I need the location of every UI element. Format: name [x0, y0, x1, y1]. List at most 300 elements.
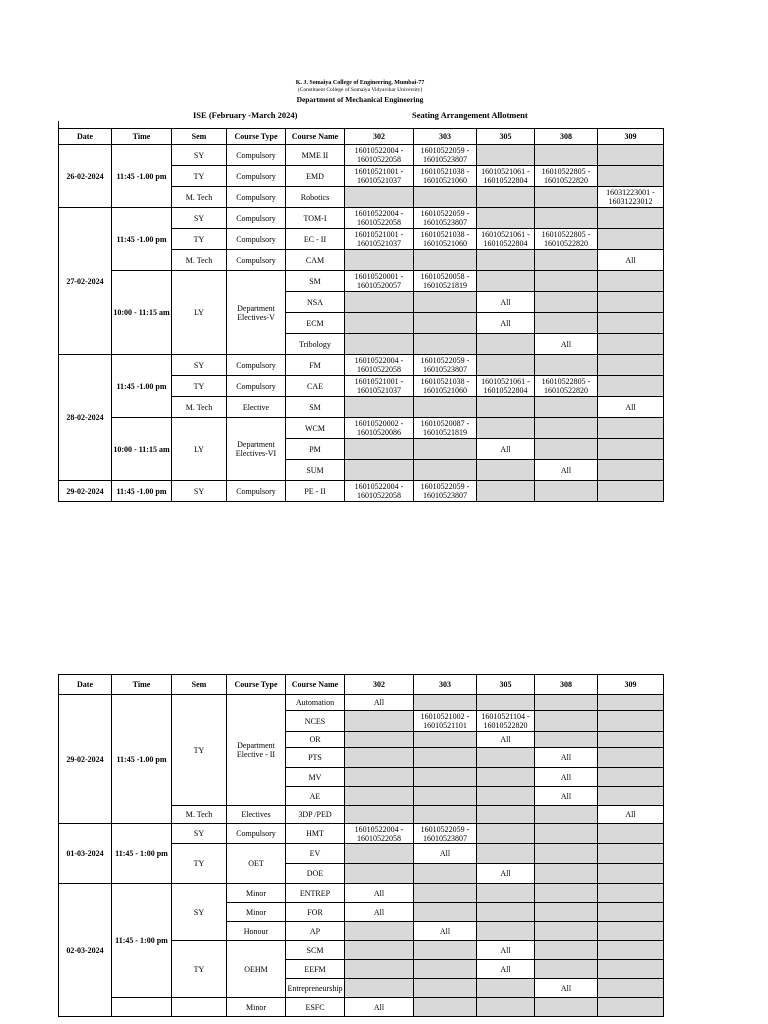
room-309-cell	[598, 941, 664, 960]
room-302-cell: 16010522004 - 16010522058	[345, 145, 414, 166]
time-cell: 11:45 -1.00 pm	[112, 355, 172, 418]
room-309-cell	[598, 313, 664, 334]
date-cell: 27-02-2024	[59, 208, 112, 355]
course-name-cell: Robotics	[286, 187, 345, 208]
room-303-cell	[414, 864, 477, 884]
room-305-cell	[477, 145, 535, 166]
room-302-cell	[345, 439, 414, 460]
room-302-cell	[345, 768, 414, 787]
room-303-cell: 16010521002 - 16010521101	[414, 711, 477, 732]
sem-cell: TY	[172, 166, 227, 187]
col-header: Sem	[172, 675, 227, 695]
course-type-cell: OEHM	[227, 941, 286, 998]
time-cell: 10:00 - 11:15 am	[112, 418, 172, 481]
room-302-cell	[345, 748, 414, 768]
room-302-cell	[345, 460, 414, 481]
room-302-cell	[345, 941, 414, 960]
course-type-cell: Compulsory	[227, 824, 286, 844]
room-308-cell	[535, 292, 598, 313]
room-303-cell: 16010521038 - 16010521060	[414, 229, 477, 250]
course-name-cell: SM	[286, 271, 345, 292]
date-cell: 26-02-2024	[59, 145, 112, 208]
room-303-cell	[414, 397, 477, 418]
room-302-cell: All	[345, 998, 414, 1017]
course-name-cell: ENTREP	[286, 884, 345, 903]
course-type-cell: Minor	[227, 884, 286, 903]
room-309-cell	[598, 145, 664, 166]
room-305-cell	[477, 695, 535, 711]
room-305-cell	[477, 748, 535, 768]
seating-table-2	[58, 674, 664, 1017]
room-302-cell: 16010522004 - 16010522058	[345, 481, 414, 502]
room-305-cell	[477, 998, 535, 1017]
course-type-cell: Compulsory	[227, 250, 286, 271]
room-305-cell	[477, 806, 535, 824]
room-302-cell	[345, 806, 414, 824]
course-name-cell: CAM	[286, 250, 345, 271]
course-name-cell: SUM	[286, 460, 345, 481]
table-header-row	[59, 675, 664, 695]
room-305-cell	[477, 768, 535, 787]
room-305-cell: All	[477, 732, 535, 748]
date-cell: 29-02-2024	[59, 481, 112, 502]
room-309-cell	[598, 787, 664, 806]
course-type-cell: Compulsory	[227, 166, 286, 187]
course-type-cell: Department Electives-V	[227, 271, 286, 355]
sem-cell: TY	[172, 844, 227, 884]
course-name-cell: AE	[286, 787, 345, 806]
col-header: Sem	[172, 129, 227, 145]
course-type-cell: Compulsory	[227, 145, 286, 166]
room-305-cell: All	[477, 313, 535, 334]
course-type-cell: Electives	[227, 806, 286, 824]
sem-cell: TY	[172, 376, 227, 397]
room-302-cell: 16010522004 - 16010522058	[345, 824, 414, 844]
room-303-cell	[414, 732, 477, 748]
room-308-cell	[535, 960, 598, 979]
room-302-cell: All	[345, 695, 414, 711]
room-302-cell	[345, 187, 414, 208]
course-name-cell: TOM-I	[286, 208, 345, 229]
room-303-cell: 16010522059 - 16010523807	[414, 481, 477, 502]
room-302-cell: All	[345, 903, 414, 922]
room-303-cell	[414, 979, 477, 998]
table-row	[59, 998, 664, 1017]
sem-cell: M. Tech	[172, 250, 227, 271]
course-type-cell: Compulsory	[227, 208, 286, 229]
course-name-cell: NCES	[286, 711, 345, 732]
course-name-cell: Tribology	[286, 334, 345, 355]
room-309-cell	[598, 884, 664, 903]
room-302-cell: 16010521001 - 16010521037	[345, 229, 414, 250]
course-name-cell: 3DP /PED	[286, 806, 345, 824]
sheet-title: Seating Arrangement Allotment	[412, 110, 528, 120]
sem-cell: SY	[172, 824, 227, 844]
sem-cell: SY	[172, 208, 227, 229]
sem-cell: SY	[172, 884, 227, 941]
col-header: Course Type	[227, 129, 286, 145]
course-type-cell: Compulsory	[227, 187, 286, 208]
room-302-cell	[345, 960, 414, 979]
room-303-cell: 16010521038 - 16010521060	[414, 166, 477, 187]
room-308-cell	[535, 903, 598, 922]
col-header: 309	[598, 675, 664, 695]
room-302-cell: 16010522004 - 16010522058	[345, 355, 414, 376]
room-303-cell	[414, 313, 477, 334]
table-row	[59, 824, 664, 844]
room-309-cell: All	[598, 806, 664, 824]
room-308-cell: 16010522805 - 16010522820	[535, 229, 598, 250]
room-305-cell: All	[477, 439, 535, 460]
room-303-cell	[414, 806, 477, 824]
course-name-cell: HMT	[286, 824, 345, 844]
course-name-cell: ECM	[286, 313, 345, 334]
course-type-cell: Honour	[227, 922, 286, 941]
room-309-cell	[598, 355, 664, 376]
sem-cell: M. Tech	[172, 397, 227, 418]
sem-cell: SY	[172, 355, 227, 376]
col-header: Time	[112, 675, 172, 695]
college-name: K. J. Somaiya College of Engineering, Mumbai-77	[295, 80, 425, 86]
room-308-cell	[535, 884, 598, 903]
room-308-cell	[535, 922, 598, 941]
room-308-cell	[535, 313, 598, 334]
room-305-cell	[477, 271, 535, 292]
room-303-cell: 16010520087 - 16010521819	[414, 418, 477, 439]
room-309-cell	[598, 711, 664, 732]
room-305-cell	[477, 844, 535, 864]
sem-cell: LY	[172, 418, 227, 481]
room-303-cell	[414, 787, 477, 806]
col-header: Time	[112, 129, 172, 145]
room-308-cell	[535, 397, 598, 418]
course-name-cell: EEFM	[286, 960, 345, 979]
room-308-cell	[535, 998, 598, 1017]
room-309-cell	[598, 844, 664, 864]
room-309-cell	[598, 768, 664, 787]
course-name-cell: WCM	[286, 418, 345, 439]
course-name-cell: PM	[286, 439, 345, 460]
room-302-cell	[345, 844, 414, 864]
exam-title: ISE (February -March 2024)	[193, 110, 298, 120]
time-cell: 11:45 - 1:00 pm	[112, 884, 172, 998]
room-303-cell: 16010522059 - 16010523807	[414, 145, 477, 166]
room-303-cell	[414, 187, 477, 208]
room-303-cell	[414, 250, 477, 271]
room-305-cell	[477, 903, 535, 922]
room-309-cell	[598, 979, 664, 998]
room-302-cell: 16010521001 - 16010521037	[345, 166, 414, 187]
col-header: Course Type	[227, 675, 286, 695]
room-308-cell	[535, 695, 598, 711]
room-305-cell	[477, 250, 535, 271]
room-305-cell	[477, 397, 535, 418]
room-309-cell	[598, 376, 664, 397]
date-cell: 28-02-2024	[59, 355, 112, 481]
room-305-cell	[477, 787, 535, 806]
room-302-cell	[345, 397, 414, 418]
room-303-cell	[414, 903, 477, 922]
room-308-cell: All	[535, 460, 598, 481]
sem-cell: TY	[172, 941, 227, 998]
table-row	[59, 271, 664, 292]
room-308-cell	[535, 481, 598, 502]
department-name: Department of Mechanical Engineering	[296, 95, 424, 104]
room-305-cell	[477, 824, 535, 844]
room-308-cell	[535, 145, 598, 166]
room-308-cell	[535, 732, 598, 748]
course-name-cell: NSA	[286, 292, 345, 313]
room-305-cell: 16010521104 - 16010522820	[477, 711, 535, 732]
time-cell: 11:45 -1.00 pm	[112, 145, 172, 208]
time-cell: 11:45 -1.00 pm	[112, 695, 172, 824]
constituent-note: (Constituent College of Somaiya Vidyavihar University)	[297, 87, 423, 93]
room-305-cell	[477, 187, 535, 208]
room-303-cell	[414, 941, 477, 960]
room-309-cell	[598, 334, 664, 355]
sem-cell: SY	[172, 481, 227, 502]
date-cell: 02-03-2024	[59, 884, 112, 1017]
col-header: Date	[59, 129, 112, 145]
room-309-cell	[598, 481, 664, 502]
room-303-cell	[414, 748, 477, 768]
date-cell: 29-02-2024	[59, 695, 112, 824]
col-header: 305	[477, 675, 535, 695]
room-308-cell	[535, 271, 598, 292]
room-309-cell	[598, 292, 664, 313]
room-309-cell	[598, 922, 664, 941]
room-305-cell	[477, 355, 535, 376]
room-308-cell: All	[535, 787, 598, 806]
room-308-cell: All	[535, 768, 598, 787]
col-header: 308	[535, 129, 598, 145]
table-row	[59, 884, 664, 903]
time-cell: 11:45 - 1:00 pm	[112, 824, 172, 884]
time-cell: 11:45 -1.00 pm	[112, 481, 172, 502]
sem-cell: LY	[172, 271, 227, 355]
room-305-cell: 16010521061 - 16010522804	[477, 229, 535, 250]
col-header: 303	[414, 675, 477, 695]
room-308-cell	[535, 355, 598, 376]
room-302-cell: 16010521001 - 16010521037	[345, 376, 414, 397]
room-309-cell	[598, 229, 664, 250]
room-305-cell: 16010521061 - 16010522804	[477, 166, 535, 187]
room-308-cell	[535, 941, 598, 960]
course-name-cell: Entrepreneurship	[286, 979, 345, 998]
room-309-cell: 16031223001 - 16031223012	[598, 187, 664, 208]
room-302-cell	[345, 711, 414, 732]
room-309-cell	[598, 695, 664, 711]
course-type-cell: Compulsory	[227, 376, 286, 397]
room-302-cell: All	[345, 884, 414, 903]
col-header: Course Name	[286, 129, 345, 145]
table-row	[59, 208, 664, 229]
col-header: Course Name	[286, 675, 345, 695]
room-302-cell	[345, 334, 414, 355]
room-302-cell	[345, 922, 414, 941]
sem-cell: M. Tech	[172, 187, 227, 208]
room-305-cell: All	[477, 941, 535, 960]
col-header: 309	[598, 129, 664, 145]
col-header: 303	[414, 129, 477, 145]
room-305-cell	[477, 418, 535, 439]
room-303-cell: All	[414, 922, 477, 941]
room-305-cell: All	[477, 292, 535, 313]
course-name-cell: OR	[286, 732, 345, 748]
sem-cell: TY	[172, 229, 227, 250]
room-302-cell	[345, 250, 414, 271]
time-cell	[112, 998, 172, 1017]
sem-cell: M. Tech	[172, 806, 227, 824]
course-name-cell: ESFC	[286, 998, 345, 1017]
room-308-cell	[535, 806, 598, 824]
table-row	[59, 481, 664, 502]
course-name-cell: FOR	[286, 903, 345, 922]
room-308-cell: All	[535, 979, 598, 998]
room-302-cell	[345, 979, 414, 998]
table-row	[59, 145, 664, 166]
table-row	[59, 418, 664, 439]
col-header: 302	[345, 675, 414, 695]
course-name-cell: CAE	[286, 376, 345, 397]
seating-table-1	[58, 128, 664, 502]
col-header: Date	[59, 675, 112, 695]
room-302-cell	[345, 732, 414, 748]
room-308-cell	[535, 250, 598, 271]
room-303-cell	[414, 334, 477, 355]
sem-cell: SY	[172, 145, 227, 166]
room-309-cell	[598, 208, 664, 229]
room-308-cell	[535, 439, 598, 460]
room-305-cell	[477, 922, 535, 941]
room-305-cell	[477, 460, 535, 481]
room-309-cell	[598, 903, 664, 922]
room-305-cell: All	[477, 960, 535, 979]
sem-cell: TY	[172, 695, 227, 806]
sem-cell	[172, 998, 227, 1017]
course-name-cell: MV	[286, 768, 345, 787]
room-305-cell	[477, 481, 535, 502]
course-name-cell: EMD	[286, 166, 345, 187]
room-303-cell: 16010520058 - 16010521819	[414, 271, 477, 292]
room-303-cell	[414, 960, 477, 979]
room-309-cell	[598, 460, 664, 481]
course-type-cell: Compulsory	[227, 481, 286, 502]
room-309-cell	[598, 732, 664, 748]
room-305-cell	[477, 334, 535, 355]
course-name-cell: DOE	[286, 864, 345, 884]
room-309-cell	[598, 864, 664, 884]
col-header: 302	[345, 129, 414, 145]
room-305-cell: 16010521061 - 16010522804	[477, 376, 535, 397]
course-name-cell: SM	[286, 397, 345, 418]
room-303-cell	[414, 439, 477, 460]
course-name-cell: FM	[286, 355, 345, 376]
room-308-cell	[535, 187, 598, 208]
room-303-cell: 16010522059 - 16010523807	[414, 208, 477, 229]
time-cell: 11:45 -1.00 pm	[112, 208, 172, 271]
course-name-cell: SCM	[286, 941, 345, 960]
room-303-cell	[414, 292, 477, 313]
room-309-cell: All	[598, 397, 664, 418]
course-name-cell: EV	[286, 844, 345, 864]
room-303-cell	[414, 884, 477, 903]
course-name-cell: EC - II	[286, 229, 345, 250]
room-303-cell	[414, 998, 477, 1017]
course-type-cell: Department Elective - II	[227, 695, 286, 806]
course-name-cell: PE - II	[286, 481, 345, 502]
room-303-cell	[414, 768, 477, 787]
room-302-cell: 16010522004 - 16010522058	[345, 208, 414, 229]
table-row	[59, 355, 664, 376]
course-type-cell: Department Electives-VI	[227, 418, 286, 481]
course-type-cell: Minor	[227, 998, 286, 1017]
course-name-cell: AP	[286, 922, 345, 941]
room-309-cell	[598, 271, 664, 292]
room-309-cell	[598, 960, 664, 979]
room-308-cell: 16010522805 - 16010522820	[535, 166, 598, 187]
course-type-cell: OET	[227, 844, 286, 884]
room-309-cell: All	[598, 250, 664, 271]
room-308-cell	[535, 208, 598, 229]
room-309-cell	[598, 418, 664, 439]
course-type-cell: Minor	[227, 903, 286, 922]
course-name-cell: PTS	[286, 748, 345, 768]
course-type-cell: Elective	[227, 397, 286, 418]
course-name-cell: MME II	[286, 145, 345, 166]
room-302-cell	[345, 864, 414, 884]
course-type-cell: Compulsory	[227, 355, 286, 376]
room-309-cell	[598, 998, 664, 1017]
room-309-cell	[598, 166, 664, 187]
course-type-cell: Compulsory	[227, 229, 286, 250]
room-302-cell	[345, 787, 414, 806]
room-303-cell: 16010522059 - 16010523807	[414, 824, 477, 844]
room-303-cell	[414, 460, 477, 481]
time-cell: 10:00 - 11:15 am	[112, 271, 172, 355]
room-303-cell: 16010522059 - 16010523807	[414, 355, 477, 376]
date-cell: 01-03-2024	[59, 824, 112, 884]
course-name-cell: Automation	[286, 695, 345, 711]
room-305-cell	[477, 208, 535, 229]
room-308-cell: 16010522805 - 16010522820	[535, 376, 598, 397]
room-308-cell	[535, 844, 598, 864]
col-header: 305	[477, 129, 535, 145]
room-308-cell	[535, 864, 598, 884]
room-308-cell	[535, 711, 598, 732]
col-header: 308	[535, 675, 598, 695]
room-308-cell: All	[535, 334, 598, 355]
room-302-cell	[345, 292, 414, 313]
room-309-cell	[598, 824, 664, 844]
room-302-cell	[345, 313, 414, 334]
room-305-cell	[477, 979, 535, 998]
table-row	[59, 695, 664, 711]
room-309-cell	[598, 748, 664, 768]
room-303-cell: 16010521038 - 16010521060	[414, 376, 477, 397]
room-308-cell	[535, 418, 598, 439]
room-309-cell	[598, 439, 664, 460]
table-header-row	[59, 129, 664, 145]
room-303-cell	[414, 695, 477, 711]
room-303-cell: All	[414, 844, 477, 864]
room-305-cell: All	[477, 864, 535, 884]
room-308-cell	[535, 824, 598, 844]
room-308-cell: All	[535, 748, 598, 768]
room-302-cell: 16010520001 - 16010520057	[345, 271, 414, 292]
room-302-cell: 16010520002 - 16010520086	[345, 418, 414, 439]
room-305-cell	[477, 884, 535, 903]
